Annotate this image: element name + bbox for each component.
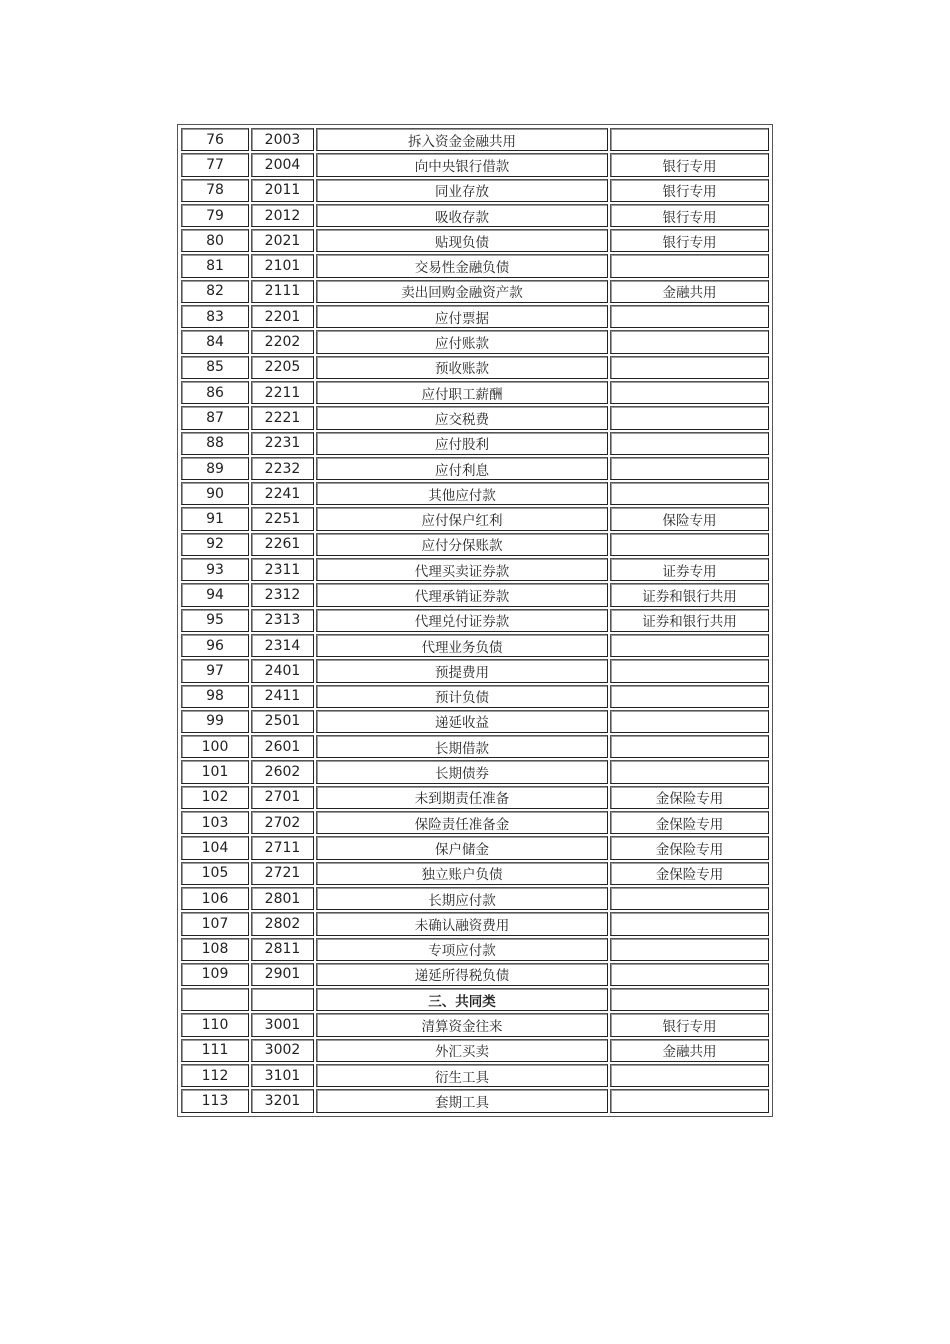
usage-note-cell: [610, 482, 769, 505]
account-name-cell: 应付账款: [316, 330, 608, 353]
account-name-cell: 预计负债: [316, 685, 608, 708]
row-number-cell: [181, 988, 249, 1011]
usage-note-cell: [610, 963, 769, 986]
usage-note-cell: [610, 760, 769, 783]
accounts-table-body: [181, 128, 769, 1113]
account-name-cell: 递延收益: [316, 710, 608, 733]
row-number-cell: 102: [181, 786, 249, 809]
usage-note-cell: 证券和银行共用: [610, 583, 769, 606]
usage-note-cell: 银行专用: [610, 1013, 769, 1036]
usage-note-cell: 金保险专用: [610, 811, 769, 834]
usage-note-cell: [610, 533, 769, 556]
account-code-cell: 2211: [251, 381, 314, 404]
row-number-cell: 94: [181, 583, 249, 606]
table-row: [181, 533, 769, 556]
row-number-cell: 81: [181, 254, 249, 277]
row-number-cell: 84: [181, 330, 249, 353]
row-number-cell: 111: [181, 1039, 249, 1062]
row-number-cell: 77: [181, 153, 249, 176]
row-number-cell: 90: [181, 482, 249, 505]
account-name-cell: 应付利息: [316, 457, 608, 480]
table-row: [181, 254, 769, 277]
table-row: [181, 153, 769, 176]
account-code-cell: 2111: [251, 280, 314, 303]
usage-note-cell: [610, 887, 769, 910]
usage-note-cell: [610, 988, 769, 1011]
row-number-cell: 78: [181, 179, 249, 202]
usage-note-cell: [610, 457, 769, 480]
table-row: [181, 204, 769, 227]
account-code-cell: 3101: [251, 1064, 314, 1087]
usage-note-cell: 银行专用: [610, 179, 769, 202]
row-number-cell: 107: [181, 912, 249, 935]
row-number-cell: 79: [181, 204, 249, 227]
usage-note-cell: 银行专用: [610, 229, 769, 252]
account-code-cell: [251, 988, 314, 1011]
account-code-cell: 3201: [251, 1089, 314, 1112]
table-row: [181, 482, 769, 505]
table-row: [181, 583, 769, 606]
section-header-row: [181, 988, 769, 1011]
table-row: [181, 963, 769, 986]
row-number-cell: 101: [181, 760, 249, 783]
row-number-cell: 105: [181, 862, 249, 885]
row-number-cell: 99: [181, 710, 249, 733]
account-name-cell: 应付票据: [316, 305, 608, 328]
account-code-cell: 2202: [251, 330, 314, 353]
usage-note-cell: 金保险专用: [610, 836, 769, 859]
row-number-cell: 110: [181, 1013, 249, 1036]
account-code-cell: 2802: [251, 912, 314, 935]
row-number-cell: 82: [181, 280, 249, 303]
usage-note-cell: [610, 254, 769, 277]
account-code-cell: 2311: [251, 558, 314, 581]
account-name-cell: 交易性金融负债: [316, 254, 608, 277]
table-row: [181, 659, 769, 682]
usage-note-cell: [610, 659, 769, 682]
account-name-cell: 拆入资金金融共用: [316, 128, 608, 151]
account-code-cell: 2314: [251, 634, 314, 657]
account-name-cell: 代理业务负债: [316, 634, 608, 657]
account-name-cell: 未确认融资费用: [316, 912, 608, 935]
account-code-cell: 2201: [251, 305, 314, 328]
table-row: [181, 558, 769, 581]
row-number-cell: 89: [181, 457, 249, 480]
usage-note-cell: [610, 938, 769, 961]
usage-note-cell: 金保险专用: [610, 862, 769, 885]
table-row: [181, 735, 769, 758]
account-name-cell: 应付职工薪酬: [316, 381, 608, 404]
account-name-cell: 应付保户红利: [316, 507, 608, 530]
table-row: [181, 381, 769, 404]
account-name-cell: 未到期责任准备: [316, 786, 608, 809]
account-name-cell: 其他应付款: [316, 482, 608, 505]
account-name-cell: 代理兑付证券款: [316, 609, 608, 632]
usage-note-cell: 银行专用: [610, 204, 769, 227]
row-number-cell: 100: [181, 735, 249, 758]
table-row: [181, 457, 769, 480]
account-name-cell: 衍生工具: [316, 1064, 608, 1087]
table-row: [181, 811, 769, 834]
account-name-cell: 预提费用: [316, 659, 608, 682]
account-code-cell: 2501: [251, 710, 314, 733]
row-number-cell: 113: [181, 1089, 249, 1112]
account-code-cell: 3002: [251, 1039, 314, 1062]
table-row: [181, 128, 769, 151]
row-number-cell: 103: [181, 811, 249, 834]
table-row: [181, 330, 769, 353]
account-code-cell: 2021: [251, 229, 314, 252]
table-row: [181, 912, 769, 935]
usage-note-cell: 保险专用: [610, 507, 769, 530]
accounts-table-frame: [177, 124, 773, 1117]
row-number-cell: 104: [181, 836, 249, 859]
usage-note-cell: [610, 356, 769, 379]
row-number-cell: 87: [181, 406, 249, 429]
account-name-cell: 保险责任准备金: [316, 811, 608, 834]
row-number-cell: 86: [181, 381, 249, 404]
usage-note-cell: [610, 735, 769, 758]
account-code-cell: 2221: [251, 406, 314, 429]
row-number-cell: 112: [181, 1064, 249, 1087]
usage-note-cell: [610, 128, 769, 151]
usage-note-cell: [610, 381, 769, 404]
row-number-cell: 108: [181, 938, 249, 961]
usage-note-cell: [610, 305, 769, 328]
usage-note-cell: [610, 1089, 769, 1112]
section-title-cell: 三、共同类: [316, 988, 608, 1011]
account-code-cell: 2411: [251, 685, 314, 708]
account-code-cell: 2801: [251, 887, 314, 910]
account-code-cell: 2711: [251, 836, 314, 859]
row-number-cell: 80: [181, 229, 249, 252]
table-row: [181, 179, 769, 202]
usage-note-cell: [610, 406, 769, 429]
usage-note-cell: 金融共用: [610, 1039, 769, 1062]
account-name-cell: 同业存放: [316, 179, 608, 202]
table-row: [181, 432, 769, 455]
table-row: [181, 634, 769, 657]
table-row: [181, 938, 769, 961]
account-name-cell: 清算资金往来: [316, 1013, 608, 1036]
usage-note-cell: 金融共用: [610, 280, 769, 303]
row-number-cell: 98: [181, 685, 249, 708]
usage-note-cell: [610, 634, 769, 657]
account-code-cell: 2231: [251, 432, 314, 455]
row-number-cell: 97: [181, 659, 249, 682]
table-row: [181, 887, 769, 910]
account-name-cell: 应付股利: [316, 432, 608, 455]
table-row: [181, 1039, 769, 1062]
table-row: [181, 609, 769, 632]
table-row: [181, 1013, 769, 1036]
account-code-cell: 2011: [251, 179, 314, 202]
row-number-cell: 96: [181, 634, 249, 657]
account-code-cell: 3001: [251, 1013, 314, 1036]
usage-note-cell: [610, 685, 769, 708]
account-name-cell: 代理买卖证券款: [316, 558, 608, 581]
account-code-cell: 2313: [251, 609, 314, 632]
table-row: [181, 760, 769, 783]
table-row: [181, 786, 769, 809]
account-code-cell: 2241: [251, 482, 314, 505]
account-name-cell: 长期借款: [316, 735, 608, 758]
account-name-cell: 代理承销证券款: [316, 583, 608, 606]
row-number-cell: 109: [181, 963, 249, 986]
row-number-cell: 93: [181, 558, 249, 581]
account-code-cell: 2003: [251, 128, 314, 151]
account-code-cell: 2251: [251, 507, 314, 530]
account-code-cell: 2312: [251, 583, 314, 606]
account-name-cell: 卖出回购金融资产款: [316, 280, 608, 303]
account-name-cell: 专项应付款: [316, 938, 608, 961]
row-number-cell: 76: [181, 128, 249, 151]
usage-note-cell: 银行专用: [610, 153, 769, 176]
usage-note-cell: 证券和银行共用: [610, 609, 769, 632]
account-code-cell: 2602: [251, 760, 314, 783]
usage-note-cell: [610, 330, 769, 353]
account-name-cell: 长期债券: [316, 760, 608, 783]
row-number-cell: 83: [181, 305, 249, 328]
usage-note-cell: [610, 710, 769, 733]
account-code-cell: 2811: [251, 938, 314, 961]
account-code-cell: 2232: [251, 457, 314, 480]
usage-note-cell: 证券专用: [610, 558, 769, 581]
account-name-cell: 吸收存款: [316, 204, 608, 227]
account-code-cell: 2004: [251, 153, 314, 176]
table-row: [181, 862, 769, 885]
table-row: [181, 406, 769, 429]
table-row: [181, 1064, 769, 1087]
usage-note-cell: 金保险专用: [610, 786, 769, 809]
account-name-cell: 应付分保账款: [316, 533, 608, 556]
usage-note-cell: [610, 432, 769, 455]
account-code-cell: 2701: [251, 786, 314, 809]
account-code-cell: 2601: [251, 735, 314, 758]
accounts-table: [179, 126, 771, 1115]
usage-note-cell: [610, 1064, 769, 1087]
account-name-cell: 独立账户负债: [316, 862, 608, 885]
account-code-cell: 2012: [251, 204, 314, 227]
table-row: [181, 685, 769, 708]
row-number-cell: 95: [181, 609, 249, 632]
table-row: [181, 280, 769, 303]
account-name-cell: 保户储金: [316, 836, 608, 859]
table-row: [181, 1089, 769, 1112]
row-number-cell: 85: [181, 356, 249, 379]
account-code-cell: 2101: [251, 254, 314, 277]
account-name-cell: 应交税费: [316, 406, 608, 429]
table-row: [181, 305, 769, 328]
table-row: [181, 229, 769, 252]
table-row: [181, 710, 769, 733]
account-name-cell: 递延所得税负债: [316, 963, 608, 986]
account-name-cell: 贴现负债: [316, 229, 608, 252]
account-name-cell: 预收账款: [316, 356, 608, 379]
account-code-cell: 2901: [251, 963, 314, 986]
table-row: [181, 356, 769, 379]
row-number-cell: 92: [181, 533, 249, 556]
account-name-cell: 向中央银行借款: [316, 153, 608, 176]
usage-note-cell: [610, 912, 769, 935]
row-number-cell: 91: [181, 507, 249, 530]
account-code-cell: 2205: [251, 356, 314, 379]
account-name-cell: 外汇买卖: [316, 1039, 608, 1062]
account-code-cell: 2261: [251, 533, 314, 556]
account-code-cell: 2702: [251, 811, 314, 834]
account-code-cell: 2721: [251, 862, 314, 885]
account-name-cell: 套期工具: [316, 1089, 608, 1112]
table-row: [181, 836, 769, 859]
row-number-cell: 106: [181, 887, 249, 910]
account-name-cell: 长期应付款: [316, 887, 608, 910]
account-code-cell: 2401: [251, 659, 314, 682]
row-number-cell: 88: [181, 432, 249, 455]
table-row: [181, 507, 769, 530]
